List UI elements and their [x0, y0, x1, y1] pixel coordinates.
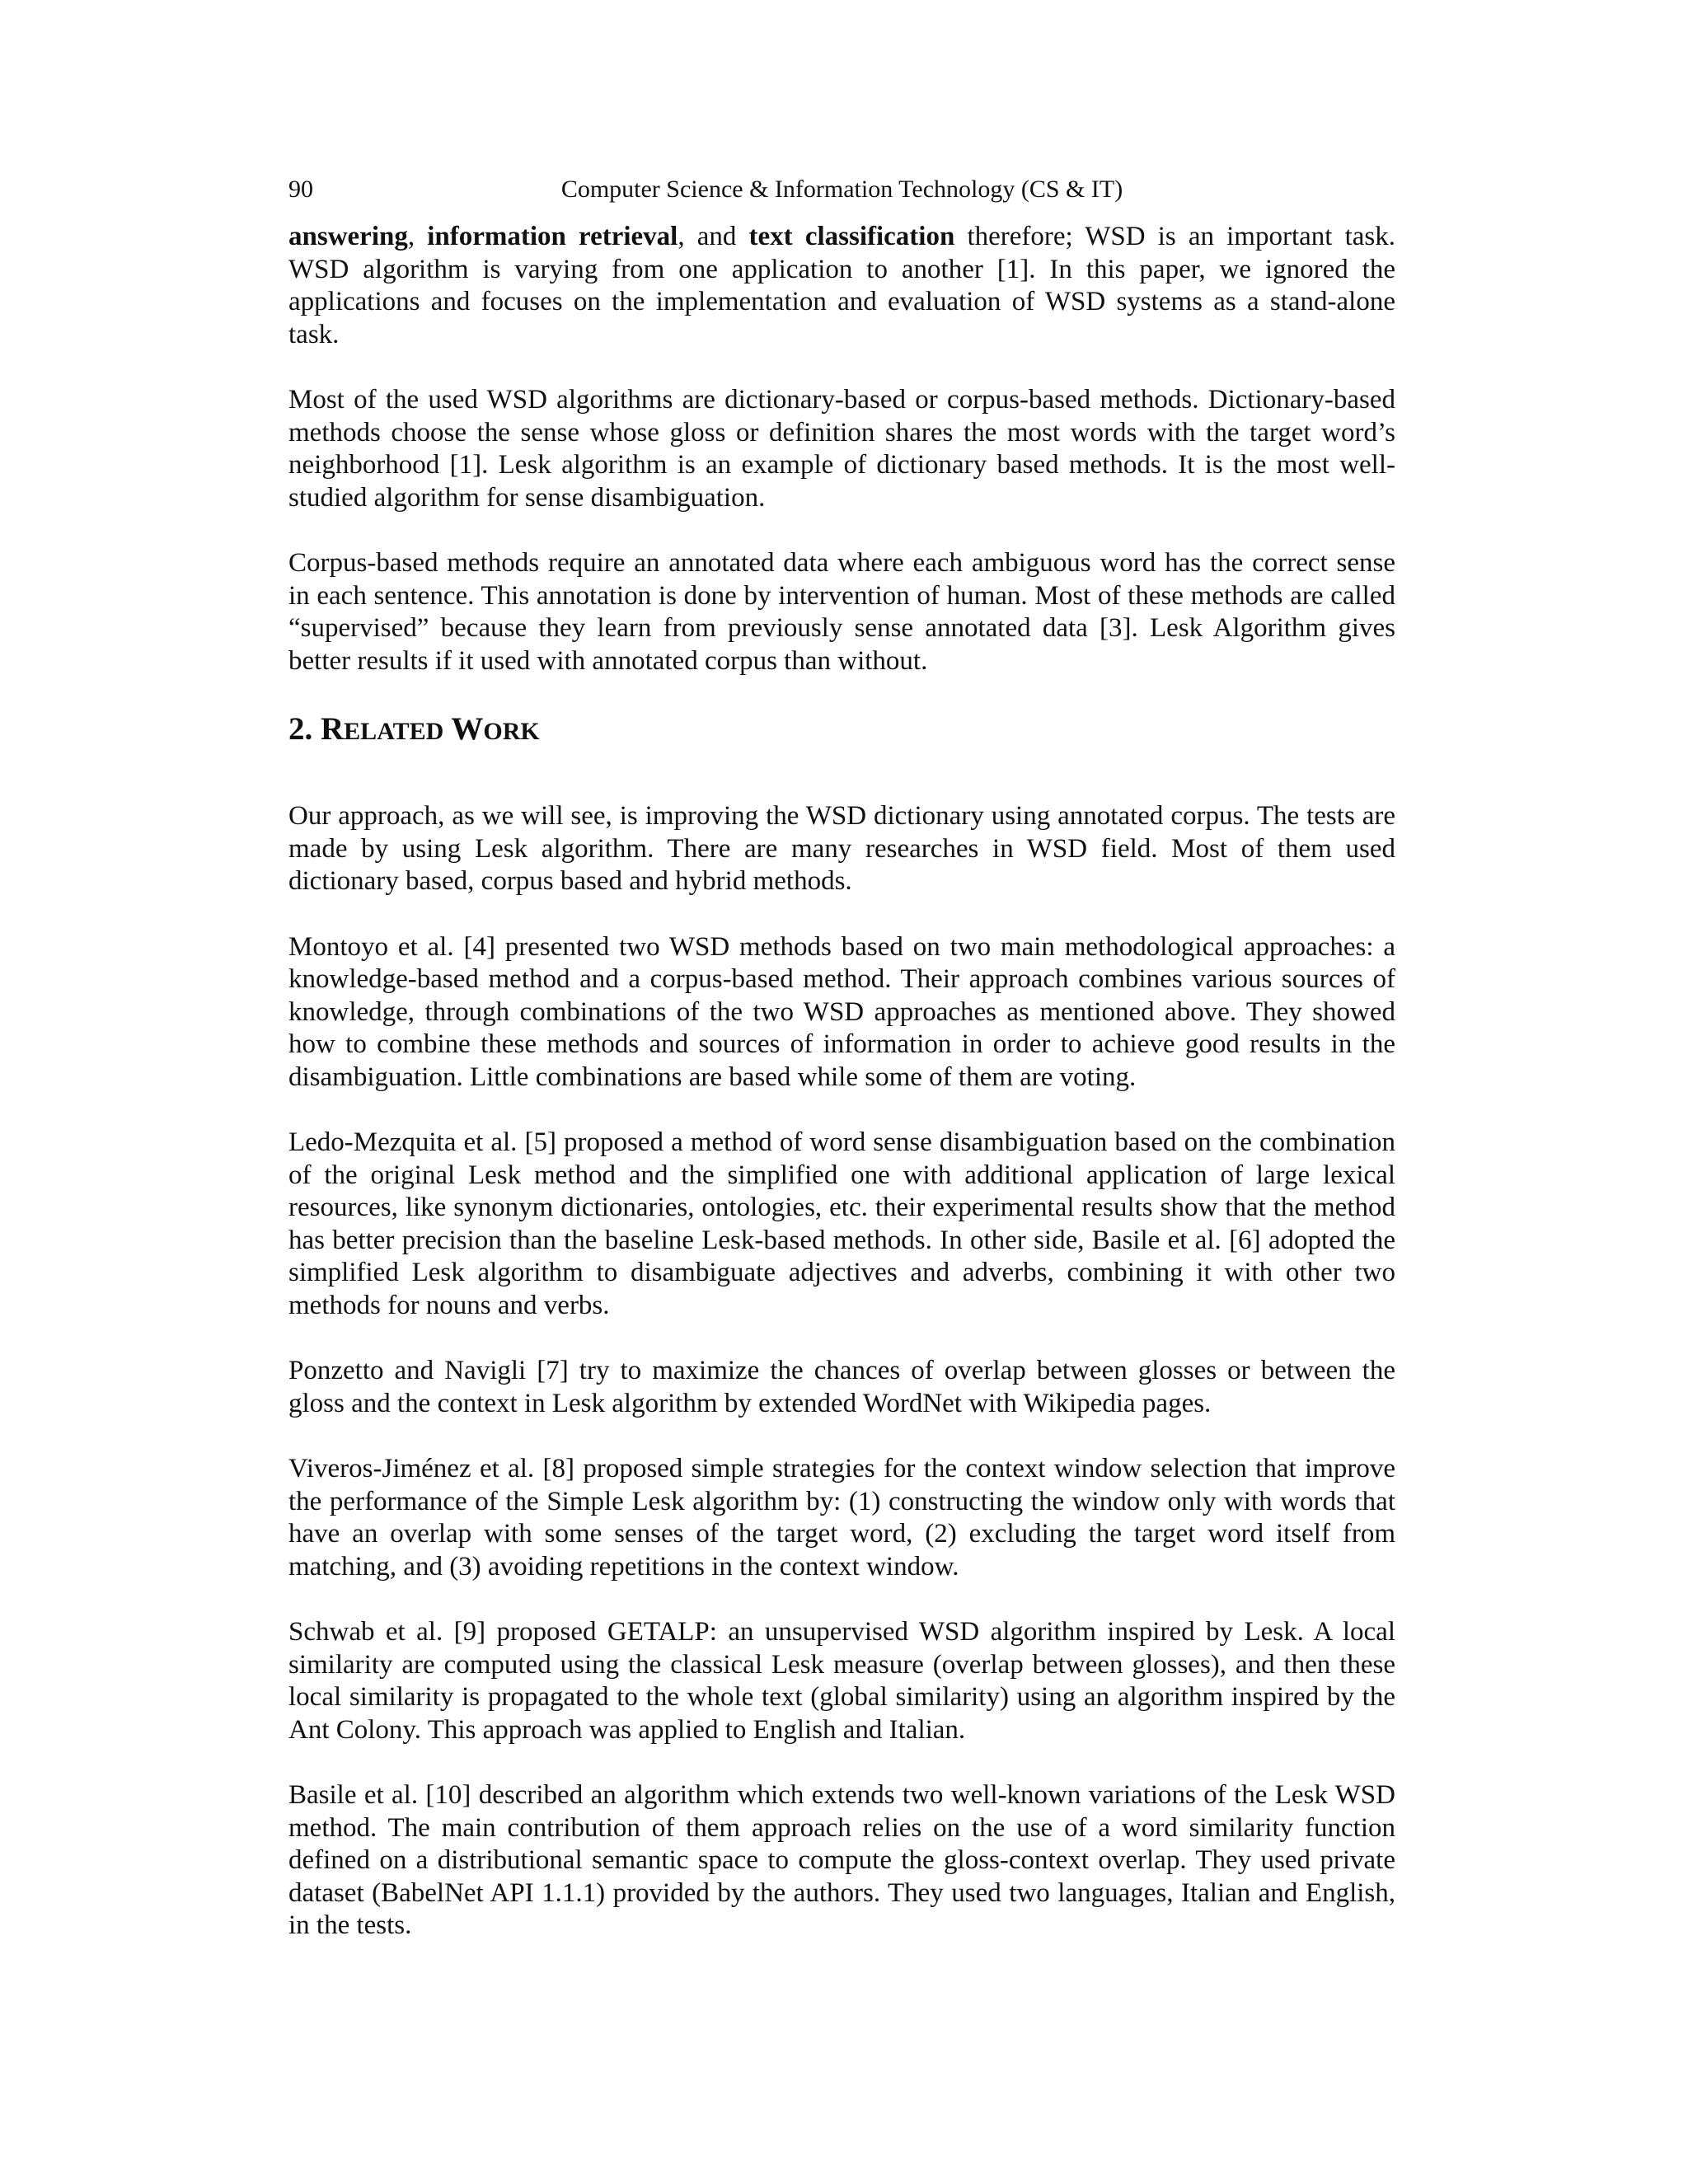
- paragraph-related-2: Montoyo et al. [4] presented two WSD methods based on two main methodological approaches: a knowledge-based method and a corpus-based method. Their approach combines various sources of knowledge, through combinations of the two WSD approaches as mentioned above. They showed how to combine these methods and sources of information in order to achieve good results in the disambiguation. Little combinations are based while some of them are voting.: [288, 931, 1395, 1092]
- paragraph-related-3: Ledo-Mezquita et al. [5] proposed a method of word sense disambiguation based on the combination of the original Lesk method and the simplified one with additional application of large lexical resources, like synonym dictionaries, ontologies, etc. their experimental results show that the method has better precision than the baseline Lesk-based methods. In other side, Basile et al. [6] adopted the simplified Lesk algorithm to disambiguate adjectives and adverbs, combining it with other two methods for nouns and verbs.: [288, 1127, 1395, 1320]
- paragraph-related-7: Basile et al. [10] described an algorithm which extends two well-known variations of the Lesk WSD method. The main contribution of them approach relies on the use of a word similarity function defined on a distributional semantic space to compute the gloss-context overlap. They used private dataset (BabelNet API 1.1.1) provided by the authors. They used two languages, Italian and English, in the tests.: [288, 1780, 1395, 1940]
- text-span: ,: [407, 222, 428, 251]
- paragraph-intro-1: [288, 221, 1395, 351]
- section-heading-related-work: [288, 710, 1395, 751]
- section-number: 2.: [288, 711, 321, 747]
- running-title: Computer Science & Information Technology (CS & IT): [560, 176, 1123, 203]
- section-title-cap-w: W: [451, 711, 484, 747]
- body-text: [288, 221, 1395, 1975]
- paragraph-intro-3: Corpus-based methods require an annotated data where each ambiguous word has the correct sense in each sentence. This annotation is done by intervention of human. Most of these methods are called “supervised” because they learn from previously sense annotated data [3]. Lesk Algorithm gives better results if it used with annotated corpus than without.: [288, 548, 1395, 676]
- paragraph-intro-2: Most of the used WSD algorithms are dictionary-based or corpus-based methods. Dictionary-based methods choose the sense whose gloss or definition shares the most words with the target word’s neighborhood [1]. Lesk algorithm is an example of dictionary based methods. It is the most well-studied algorithm for sense disambiguation.: [288, 385, 1395, 513]
- section-title-rest-w: ORK: [483, 718, 540, 745]
- section-title-rest-r: ELATED: [344, 718, 444, 745]
- page-header: [288, 173, 1395, 206]
- paragraph-related-1: Our approach, as we will see, is improving the WSD dictionary using annotated corpus. The tests are made by using Lesk algorithm. There are many researches in WSD field. Most of them used dictionary based, corpus based and hybrid methods.: [288, 801, 1395, 896]
- bold-term-answering: answering: [288, 222, 408, 251]
- paragraph-related-5: Viveros-Jiménez et al. [8] proposed simple strategies for the context window selection that improve the performance of the Simple Lesk algorithm by: (1) constructing the window only with words that have an overlap with some senses of the target word, (2) excluding the target word itself from matching, and (3) avoiding repetitions in the context window.: [288, 1454, 1395, 1582]
- text-span: therefore; WSD is an important task. WSD algorithm is varying from one application to another [1]. In this paper, we ignored the applications and focuses on the implementation and evaluation of WSD systems as a stand-alone task.: [288, 222, 1395, 349]
- text-span: , and: [678, 222, 749, 251]
- paragraph-related-4: Ponzetto and Navigli [7] try to maximize the chances of overlap between glosses or between the gloss and the context in Lesk algorithm by extended WordNet with Wikipedia pages.: [288, 1356, 1395, 1418]
- paragraph-related-6: Schwab et al. [9] proposed GETALP: an unsupervised WSD algorithm inspired by Lesk. A local similarity are computed using the classical Lesk measure (overlap between glosses), and then these local similarity is propagated to the whole text (global similarity) using an algorithm inspired by the Ant Colony. This approach was applied to English and Italian.: [288, 1617, 1395, 1745]
- section-title-cap-r: R: [321, 711, 345, 747]
- page-number: 90: [288, 176, 313, 203]
- bold-term-information-retrieval: information retrieval: [427, 222, 678, 251]
- bold-term-text-classification: text classification: [748, 222, 955, 251]
